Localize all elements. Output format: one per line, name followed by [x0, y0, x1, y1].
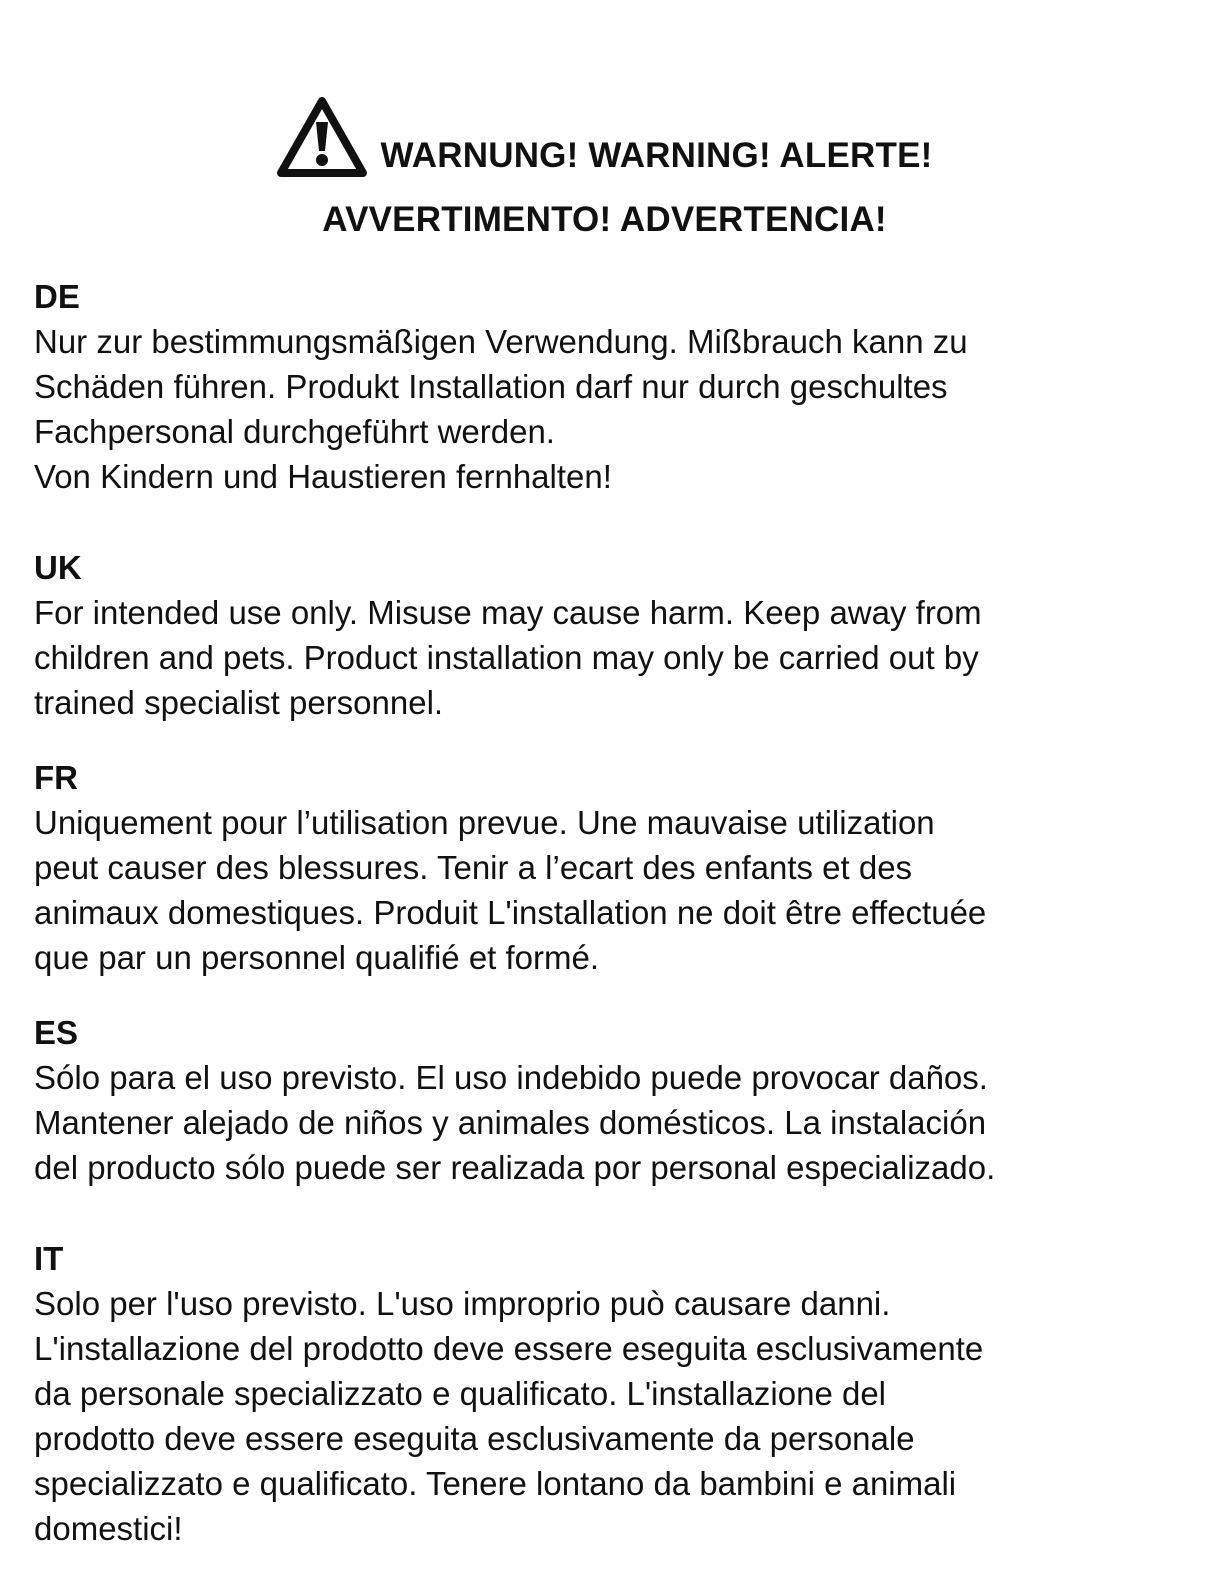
warning-content [34, 274, 1184, 1551]
text-it: Solo per l'uso previsto. L'uso improprio può causare danni. L'installazione del prodotto deve essere eseguita esclusivamente da personale specializzato e qualificato. L'installazione del prodotto deve essere eseguita esclusivamente da personale specializzato e qualificato. Tenere lontano da bambini e animali domestici! [34, 1285, 984, 1547]
warning-title-row [0, 88, 1209, 178]
warning-title-line2: AVVERTIMENTO! ADVERTENCIA! [322, 200, 887, 239]
lang-code-it: IT [34, 1240, 64, 1277]
section-de [34, 274, 1184, 499]
text-uk: For intended use only. Misuse may cause harm. Keep away from children and pets. Product installation may only be carried out by trained specialist personnel. [34, 594, 982, 721]
section-it [34, 1236, 1184, 1551]
lang-code-uk: UK [34, 549, 82, 586]
text-de: Nur zur bestimmungsmäßigen Verwendung. Mißbrauch kann zu Schäden führen. Produkt Installation darf nur durch geschultes Fachpersonal durchgeführt werden. Von Kindern und Haustieren fernhalten! [34, 323, 968, 495]
lang-code-es: ES [34, 1014, 79, 1051]
lang-code-de: DE [34, 278, 80, 315]
lang-code-fr: FR [34, 759, 78, 796]
text-es: Sólo para el uso previsto. El uso indebido puede provocar daños. Mantener alejado de niños y animales domésticos. La instalación del producto sólo puede ser realizada por personal especializado. [34, 1059, 996, 1186]
text-fr: Uniquement pour l’utilisation prevue. Une mauvaise utilization peut causer des blessures. Tenir a l’ecart des enfants et des animaux domestiques. Produit L'installation ne doit être effectuée que par un personnel qualifié et formé. [34, 804, 987, 976]
warning-triangle-icon [277, 96, 367, 178]
warning-title-line1: WARNUNG! WARNING! ALERTE! [380, 136, 933, 175]
section-uk [34, 545, 1184, 725]
section-es [34, 1010, 1184, 1190]
warning-header [0, 88, 1209, 240]
section-fr [34, 755, 1184, 980]
